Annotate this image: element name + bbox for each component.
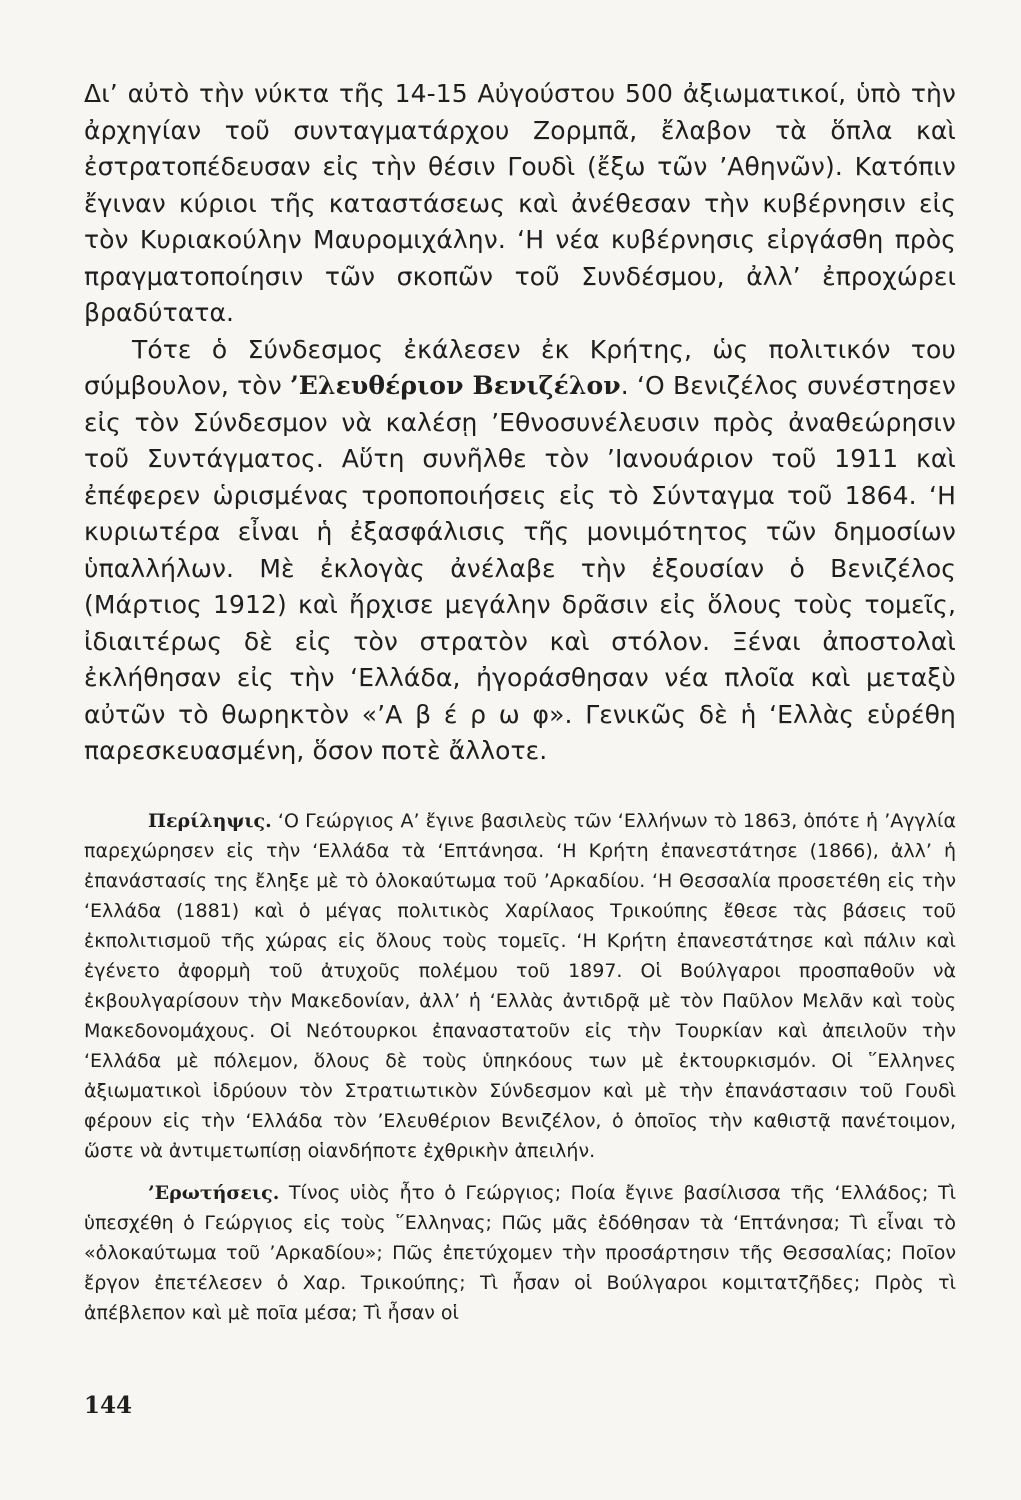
summary-label: Περίληψις.	[148, 809, 272, 832]
questions-text: Τίνος υἱὸς ἦτο ὁ Γεώργιος; Ποία ἔγινε βασίλισσα τῆς ‘Ελλάδος; Τὶ ὑπεσχέθη ὁ Γεώργιος εἰς τοὺς ῞Ελληνας; Πῶς μᾶς ἐδόθησαν τὰ ‘Επτάνησα; Τὶ εἶναι τὸ «ὁλοκαύτωμα τοῦ ’Αρκαδίου»; Πῶς ἐπετύχομεν τὴν προσάρτησιν τῆς Θεσσαλίας; Ποῖον ἔργον ἐπετέλεσεν ὁ Χαρ. Τρικούπης; Τὶ ἦσαν οἱ Βούλγαροι κομιτατζῆδες; Πρὸς τὶ ἀπέβλεπον καὶ μὲ ποῖα μέσα; Τὶ ἦσαν οἱ	[84, 1181, 956, 1324]
paragraph-2-rest: . ‘Ο Βενιζέλος συνέστησεν εἰς τὸν Σύνδεσμον νὰ καλέσῃ ’Εθνοσυνέλευσιν πρὸς ἀναθεώρησιν τοῦ Συντάγματος. Αὕτη συνῆλθε τὸν ’Ιανουάριον τοῦ 1911 καὶ ἐπέφερεν ὡρισμένας τροποποιήσεις εἰς τὸ Σύνταγμα τοῦ 1864. ‘Η κυριωτέρα εἶναι ἡ ἐξασφάλισις τῆς μονιμότητος τῶν δημοσίων ὑπαλλήλων. Μὲ ἐκλογὰς ἀνέλαβε τὴν ἐξουσίαν ὁ Βενιζέλος (Μάρτιος 1912) καὶ ἤρχισε μεγάλην δρᾶσιν εἰς ὅλους τοὺς τομεῖς, ἰδιαιτέρως δὲ εἰς τὸν στρατὸν καὶ στόλον. Ξέναι ἀποστολαὶ ἐκλήθησαν εἰς τὴν ‘Ελλάδα, ἠγοράσθησαν νέα πλοῖα καὶ μεταξὺ αὐτῶν τὸ θωρηκτὸν «’Α β έ ρ ω φ». Γενικῶς δὲ ἡ ‘Ελλὰς εὑρέθη παρεσκευασμένη, ὅσον ποτὲ ἄλλοτε.	[84, 371, 956, 765]
summary-text: ‘Ο Γεώργιος Α’ ἔγινε βασιλεὺς τῶν ‘Ελλήνων τὸ 1863, ὁπότε ἡ ’Αγγλία παρεχώρησεν εἰς τὴν ‘Ελλάδα τὰ ‘Επτάνησα. ‘Η Κρήτη ἐπανεστάτησε (1866), ἀλλ’ ἡ ἐπανάστασίς της ἔληξε μὲ τὸ ὁλοκαύτωμα τοῦ ’Αρκαδίου. ‘Η Θεσσαλία προσετέθη εἰς τὴν ‘Ελλάδα (1881) καὶ ὁ μέγας πολιτικὸς Χαρίλαος Τρικούπης ἔθεσε τὰς βάσεις τοῦ ἐκπολιτισμοῦ τῆς χώρας εἰς ὅλους τοὺς τομεῖς. ‘Η Κρήτη ἐπανεστάτησε καὶ πάλιν καὶ ἐγένετο ἀφορμὴ τοῦ ἀτυχοῦς πολέμου τοῦ 1897. Οἱ Βούλγαροι προσπαθοῦν νὰ ἐκβουλγαρίσουν τὴν Μακεδονίαν, ἀλλ’ ἡ ‘Ελλὰς ἀντιδρᾷ μὲ τὸν Παῦλον Μελᾶν καὶ τοὺς Μακεδονομάχους. Οἱ Νεότουρκοι ἐπαναστατοῦν εἰς τὴν Τουρκίαν καὶ ἀπειλοῦν τὴν ‘Ελλάδα μὲ πόλεμον, ὅλους δὲ τοὺς ὑπηκόους των μὲ ἐκτουρκισμόν. Οἱ ῞Ελληνες ἀξιωματικοὶ ἱδρύουν τὸν Στρατιωτικὸν Σύνδεσμον καὶ μὲ τὴν ἐπανάστασιν τοῦ Γουδὶ φέρουν εἰς τὴν ‘Ελλάδα τὸν ’Ελευθέριον Βενιζέλον, ὁ ὁποῖος τὴν καθιστᾷ πανέτοιμον, ὥστε νὰ ἀντιμετωπίσῃ οἱανδήποτε ἐχθρικὴν ἀπειλήν.	[84, 809, 956, 1162]
paragraph-2	[84, 332, 956, 770]
summary-paragraph	[84, 806, 956, 1166]
questions-label: ’Ερωτήσεις.	[148, 1181, 280, 1204]
venizelos-name: ’Ελευθέριον Βενιζέλον	[289, 371, 621, 400]
main-text	[84, 76, 956, 770]
questions-paragraph	[84, 1178, 956, 1328]
page-content	[84, 76, 956, 1328]
paragraph-2-start: Τότε ὁ Σύνδεσμος ἐκάλεσεν ἐκ Κρήτης, ὡς πολιτικόν του σύμβουλον, τὸν	[84, 334, 956, 400]
page-number: 144	[84, 1392, 133, 1419]
summary-section	[84, 806, 956, 1328]
paragraph-1: Δι’ αὐτὸ τὴν νύκτα τῆς 14-15 Αὐγούστου 500 ἀξιωματικοί, ὑπὸ τὴν ἀρχηγίαν τοῦ συνταγματάρχου Ζορμπᾶ, ἔλαβον τὰ ὅπλα καὶ ἐστρατοπέδευσαν εἰς τὴν θέσιν Γουδὶ (ἔξω τῶν ’Αθηνῶν). Κατόπιν ἔγιναν κύριοι τῆς καταστάσεως καὶ ἀνέθεσαν τὴν κυβέρνησιν εἰς τὸν Κυριακούλην Μαυρομιχάλην. ‘Η νέα κυβέρνησις εἰργάσθη πρὸς πραγματοποίησιν τῶν σκοπῶν τοῦ Συνδέσμου, ἀλλ’ ἐπροχώρει βραδύτατα.	[84, 79, 956, 327]
